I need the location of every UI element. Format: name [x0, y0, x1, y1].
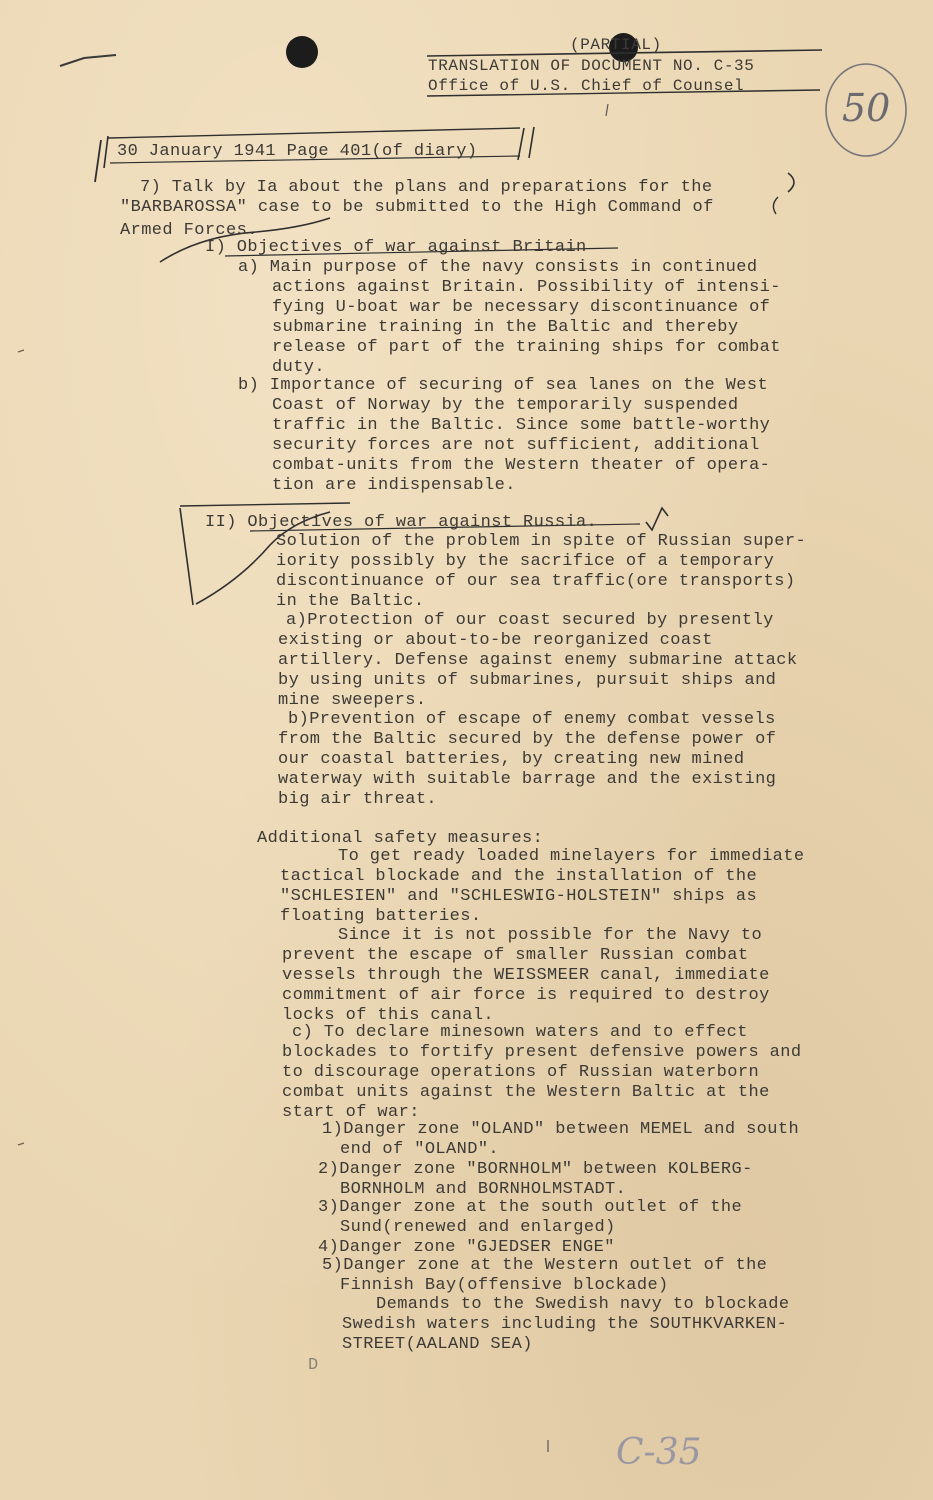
zone-1-line1: 1)Danger zone "OLAND" between MEMEL and south — [322, 1120, 800, 1139]
page-number-mark: 50 — [842, 86, 891, 130]
office-line: Office of U.S. Chief of Counsel — [428, 77, 745, 95]
section1-heading: I) Objectives of war against Britain — [205, 238, 587, 257]
s2-intro-line4: in the Baltic. — [276, 592, 425, 611]
zone-4: 4)Danger zone "GJEDSER ENGE" — [318, 1238, 615, 1257]
s1a-line4: submarine training in the Baltic and thereby — [272, 318, 739, 337]
s1b-line3: traffic in the Baltic. Since some battle-worthy — [272, 416, 771, 435]
partial-label: (PARTIAL) — [570, 36, 662, 54]
s2a-line1: a)Protection of our coast secured by presently — [286, 611, 774, 630]
zone-2-line2: BORNHOLM and BORNHOLMSTADT. — [340, 1180, 627, 1199]
add-p1-line2: tactical blockade and the installation of the — [280, 867, 758, 886]
add-c-line3: to discourage operations of Russian waterborn — [282, 1063, 760, 1082]
s1a-line6: duty. — [272, 358, 326, 377]
zone-3-line2: Sund(renewed and enlarged) — [340, 1218, 616, 1237]
item7-line1: 7) Talk by Ia about the plans and preparations for the — [140, 178, 713, 197]
item7-line3: Armed Forces. — [120, 221, 258, 240]
zone-2-line1: 2)Danger zone "BORNHOLM" between KOLBERG- — [318, 1160, 753, 1179]
translation-title: TRANSLATION OF DOCUMENT NO. C-35 — [428, 57, 755, 75]
demands-line2: Swedish waters including the SOUTHKVARKEN- — [342, 1315, 788, 1334]
item7-line2: "BARBAROSSA" case to be submitted to the High Command of — [120, 198, 714, 217]
s2a-line4: by using units of submarines, pursuit ships and — [278, 671, 777, 690]
s1b-line6: tion are indispensable. — [272, 476, 516, 495]
demands-line1: Demands to the Swedish navy to blockade — [376, 1295, 790, 1314]
zone-1-line2: end of "OLAND". — [340, 1140, 500, 1159]
add-p2-line4: commitment of air force is required to destroy — [282, 986, 770, 1005]
s2-intro-line1: Solution of the problem in spite of Russian super- — [276, 532, 807, 551]
add-c-line5: start of war: — [282, 1103, 420, 1122]
add-c-line1: c) To declare minesown waters and to effect — [292, 1023, 748, 1042]
s1a-line3: fying U-boat war be necessary discontinuance of — [272, 298, 771, 317]
s2b-line1: b)Prevention of escape of enemy combat vessels — [288, 710, 776, 729]
s1a-line5: release of part of the training ships for combat — [272, 338, 781, 357]
s2b-line5: big air threat. — [278, 790, 438, 809]
s1b-line4: security forces are not sufficient, additional — [272, 436, 760, 455]
add-p1-line3: "SCHLESIEN" and "SCHLESWIG-HOLSTEIN" ships as — [280, 887, 758, 906]
demands-line3: STREET(AALAND SEA) — [342, 1335, 533, 1354]
s2b-line2: from the Baltic secured by the defense power of — [278, 730, 777, 749]
zone-3-line1: 3)Danger zone at the south outlet of the — [318, 1198, 743, 1217]
add-p2-line2: prevent the escape of smaller Russian combat — [282, 946, 749, 965]
zone-5-line2: Finnish Bay(offensive blockade) — [340, 1276, 669, 1295]
additional-heading: Additional safety measures: — [257, 829, 544, 848]
s2-intro-line2: iority possibly by the sacrifice of a temporary — [276, 552, 775, 571]
s1b-line2: Coast of Norway by the temporarily suspended — [272, 396, 739, 415]
s2a-line2: existing or about-to-be reorganized coast — [278, 631, 713, 650]
add-p2-line3: vessels through the WEISSMEER canal, immediate — [282, 966, 770, 985]
s2-intro-line3: discontinuance of our sea traffic(ore transports) — [276, 572, 796, 591]
add-p1-line4: floating batteries. — [280, 907, 482, 926]
s2b-line3: our coastal batteries, by creating new mined — [278, 750, 745, 769]
section2-heading: II) Objectives of war against Russia. — [205, 513, 598, 532]
s1b-line1: b) Importance of securing of sea lanes on the West — [238, 376, 769, 395]
s1b-line5: combat-units from the Western theater of opera- — [272, 456, 771, 475]
add-c-line4: combat units against the Western Baltic at the — [282, 1083, 770, 1102]
s2a-line3: artillery. Defense against enemy submarine attack — [278, 651, 798, 670]
zone-5-line1: 5)Danger zone at the Western outlet of the — [322, 1256, 768, 1275]
add-p1-line1: To get ready loaded minelayers for immediate — [338, 847, 805, 866]
s1a-line2: actions against Britain. Possibility of intensi- — [272, 278, 781, 297]
add-p2-line1: Since it is not possible for the Navy to — [338, 926, 763, 945]
date-line: 30 January 1941 Page 401(of diary) — [117, 142, 478, 161]
footer-letter: D — [308, 1356, 319, 1375]
add-p2-line5: locks of this canal. — [282, 1006, 495, 1025]
bottom-document-note: C-35 — [616, 1432, 702, 1473]
s2a-line5: mine sweepers. — [278, 691, 427, 710]
s1a-line1: a) Main purpose of the navy consists in continued — [238, 258, 758, 277]
s2b-line4: waterway with suitable barrage and the existing — [278, 770, 777, 789]
add-c-line2: blockades to fortify present defensive powers and — [282, 1043, 802, 1062]
